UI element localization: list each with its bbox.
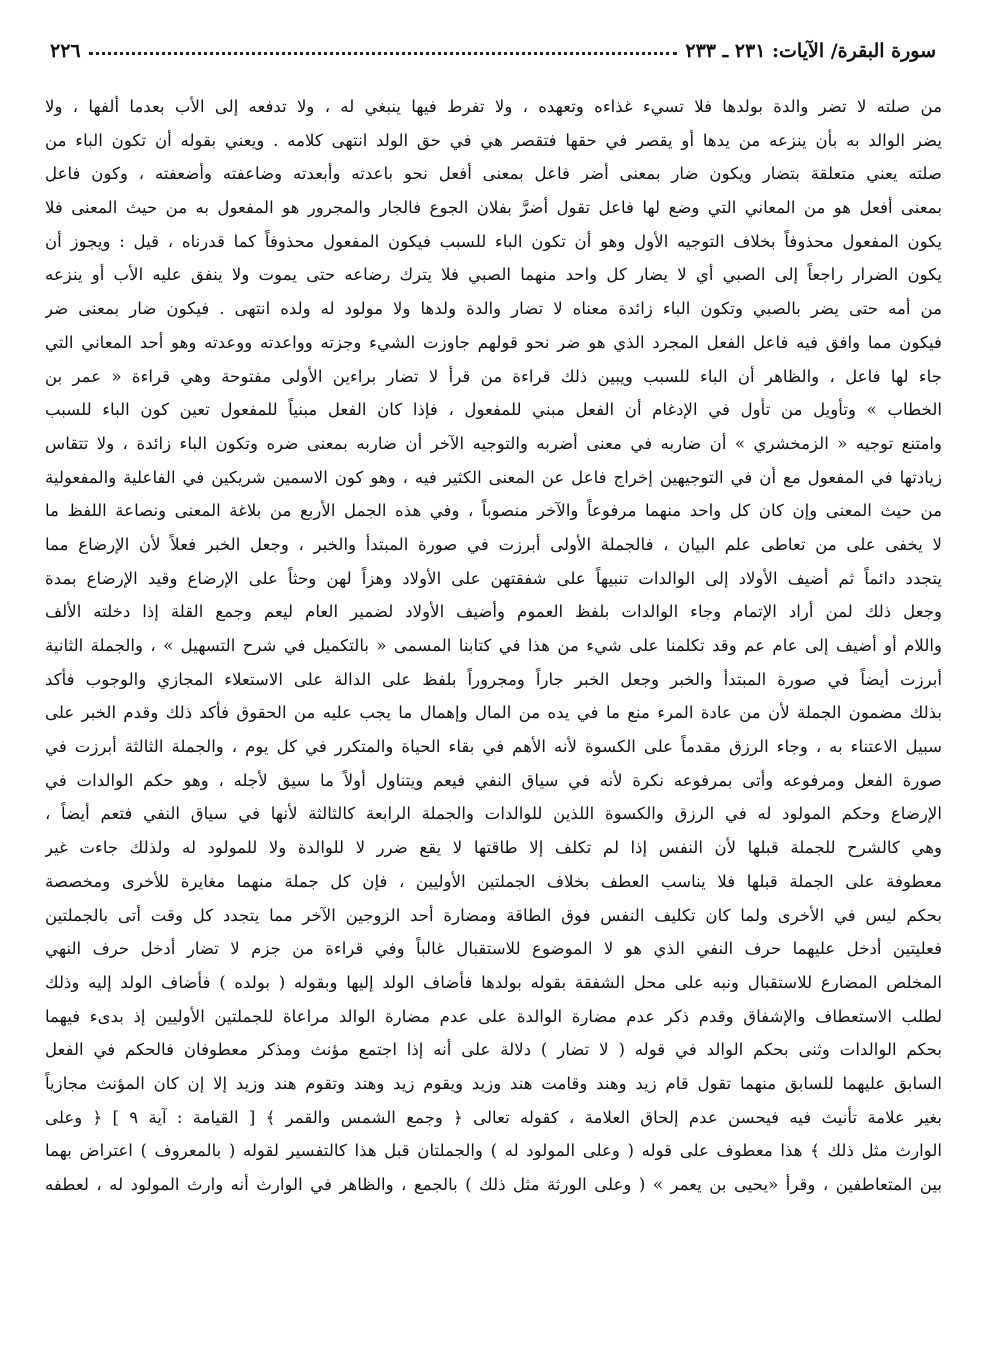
running-header	[40, 34, 946, 68]
header-leader-dots	[89, 52, 678, 55]
text-line: واللام أو أضيف إلى عام عم وقد تكلمنا على شيء من هذا في كتابنا المسمى « بالتكميل في شرح التسهيل » ، والجملة الثانية	[45, 636, 942, 655]
text-line: بحكم الوالدات وثنى بحكم الوالد في قوله ( لا تضار ) دلالة على أنه إذا اجتمع مؤنث ومذكر معطوفان فالحكم في الفعل	[45, 1040, 942, 1060]
body-text	[45, 90, 942, 1202]
text-line: فعليتين أدخل عليهما حرف النفي الذي هو لا الموضوع للاستقبال غالباً وفي قراءة من جزم لا تضار أدخل حرف النهي	[45, 939, 942, 959]
text-line: السابق عليهما للسابق منهما تقول قام زيد وهند وقامت هند وزيد ويقوم زيد وهند وتقوم هند وزيد إلا إن كان المؤنث مجازياً	[45, 1073, 942, 1093]
text-line: بحكم ليس في الأخرى ولما كان تكليف النفس فوق الطاقة ومضارة أحد الزوجين الآخر مما يتجدد كل وقت أتى بالجملتين	[45, 905, 942, 925]
text-line: الإرضاع وحكم المولود له في الرزق والكسوة اللذين للوالدات والجملة الرابعة كالثالثة لأنها في سياق النفي فتعم أيضاً ،	[45, 804, 942, 824]
text-line: يضر الوالد به بأن ينزعه من يدها أو يقصر في حقها فتقصر هي في حق الولد انتهى كلامه . ويعني بقوله أن تكون الباء من	[45, 130, 942, 150]
text-line: من أمه حتى يضر بالصبي وتكون الباء زائدة معناه لا تضار والدة ولدها ولا مولود له ولده انتهى . فيكون ضار بمعنى ضر	[45, 299, 942, 319]
text-line: يكون المفعول محذوفاً بخلاف التوجيه الأول وهو أن تكون الباء للسبب فيكون المفعول محذوفاً كما قدرناه ، قيل : ويجوز أن	[45, 231, 942, 251]
text-line: صلته يعني متعلقة بتضار ويكون ضار بمعنى أضر فاعل بمعنى أفعل نحو باعدته وأبعدته وضاعفته وأضعفته ، وكون فاعل	[45, 164, 942, 184]
text-line: يتجدد دائماً ثم أضيف الأولاد إلى الوالدات تنبيهاً على شفقتهن على الأولاد وهزاً لهن وحثاً على الإرضاع وقيد الإرضاع بمدة	[45, 568, 942, 588]
text-line: وامتنع توجيه « الزمخشري » أن ضاربه في معنى أضربه والتوجيه الآخر أن ضاربه بمعنى ضره وتكون الباء زائدة ، ولا تتقاس	[45, 433, 942, 453]
text-line: بذلك مضمون الجملة لأن من عادة المرء منع ما في يده من المال وإهمال ما يجب عليه من الحقوق فأكد ذلك وقدم الخبر على	[45, 703, 942, 723]
text-line: معطوفة على الجملة قبلها فلا يناسب العطف بخلاف الجملتين الأوليين ، فإن كل جملة منهما مغايرة للأخرى ومخصصة	[45, 871, 942, 891]
text-line: بغير علامة تأنيث فيه فيحسن عدم إلحاق العلامة ، كقوله تعالى ﴿ وجمع الشمس والقمر ﴾ [ القيامة : آية ٩ ] ﴿ وعلى	[45, 1107, 942, 1127]
text-line: أبرزت أيضاً في صورة المبتدأ والخبر وجعل الخبر جاراً ومجروراً بلفظ على الدالة على الاستعلاء المجازي والوجوب فأكد	[45, 669, 942, 689]
text-line: الخطاب » وتأويل من تأول في الإدغام أن الفعل مبني للمفعول ، فإذا كان الفعل مبنياً للمفعول تعين كون الباء للسبب	[45, 400, 942, 420]
text-line: سبيل الاعتناء به ، وجاء الرزق مقدماً على الكسوة لأنه الأهم في بقاء الحياة والمتكرر في كل يوم ، والجملة الثالثة أبرزت في	[45, 737, 942, 757]
text-line: الوارث مثل ذلك ﴾ هذا معطوف على قوله ( وعلى المولود له ) والجملتان قبل هذا كالتفسير لقوله ( بالمعروف ) اعتراض بهما	[45, 1141, 942, 1161]
text-line: من حيث المعنى وإن كان كل واحد منهما مرفوعاً والآخر منصوباً ، وفي هذه الجمل الأربع من بلاغة المعنى ونصاعة اللفظ ما	[45, 501, 942, 521]
text-line: لطلب الاستعطاف والإشفاق وقدم ذكر عدم مضارة الوالدة على عدم مضارة الوالد مراعاة للجملتين الأوليين إذ بدىء فيهما	[45, 1006, 942, 1026]
text-line: جاء لها فاعل ، والظاهر أن الباء للسبب ويبين ذلك قراءة من قرأ لا تضار براءين الأولى مفتوحة وهي قراءة « عمر بن	[45, 366, 942, 386]
page-number: ٢٢٦	[50, 40, 81, 62]
surah-title: سورة البقرة/ الآيات: ٢٣١ ـ ٢٣٣	[685, 40, 936, 62]
text-line: فيكون مما وافق فيه فاعل الفعل المجرد الذي هو ضر نحو قولهم جاوزت الشيء وجزته وواعدته ووعدته وهو أحد المعاني التي	[45, 332, 942, 352]
text-line: المخلص المضارع للاستقبال ونبه على محل الشفقة بقوله بولدها فأضاف الولد إليها وبقوله ( بولده ) فأضاف الولد إليه وذلك	[45, 972, 942, 992]
text-line: وجعل ذلك لمن أراد الإتمام وجاء الوالدات بلفظ العموم وأضيف الأولاد لضمير العام ليعم وجمع القلة إذا دخلته الألف	[45, 602, 942, 622]
text-line: يكون الضرار راجعاً إلى الصبي أي لا يضار كل واحد منهما الصبي فلا يترك رضاعه حتى يموت ولا ينفق عليه الأب أو ينزعه	[45, 265, 942, 285]
text-line: بين المتعاطفين ، وقرأ «يحيى بن يعمر » ( وعلى الورثة مثل ذلك ) بالجمع ، والظاهر في الوارث أنه وارث المولود له ، لعطفه	[45, 1175, 942, 1194]
text-line: زيادتها في المفعول مع أن في التوجيهين إخراج فاعل عن المعنى الكثير فيه ، وهو كون الاسمين شريكين في الفاعلية والمفعولية	[45, 467, 942, 487]
text-line: وهي كالشرح للجملة قبلها لأن النفس إذا لم تكلف إلا طاقتها لا يقع ضرر لا للوالدة ولا للمولود له ولذلك جاءت غير	[45, 838, 942, 858]
text-line: لا يخفى على من تعاطى علم البيان ، فالجملة الأولى أبرزت في صورة المبتدأ والخبر ، وجعل الخبر فعلاً لأن الإرضاع مما	[45, 534, 942, 554]
text-line: بمعنى أفعل هو من المعاني التي وضع لها فاعل تقول أضرَّ بفلان الجوع فالجار والمجرور هو المفعول به من حيث المعنى فلا	[45, 198, 942, 218]
text-line: صورة الفعل ومرفوعه وأتى بمرفوعه نكرة لأنه في سياق النفي فيعم ويتناول أولاً ما سيق لأجله ، وهو حكم الوالدات في	[45, 770, 942, 790]
text-line: من صلته لا تضر والدة بولدها فلا تسيء غذاءه وتعهده ، ولا تفرط فيها ينبغي له ، ولا تدفعه إلى الأب بعدما ألفها ، ولا	[45, 97, 942, 116]
